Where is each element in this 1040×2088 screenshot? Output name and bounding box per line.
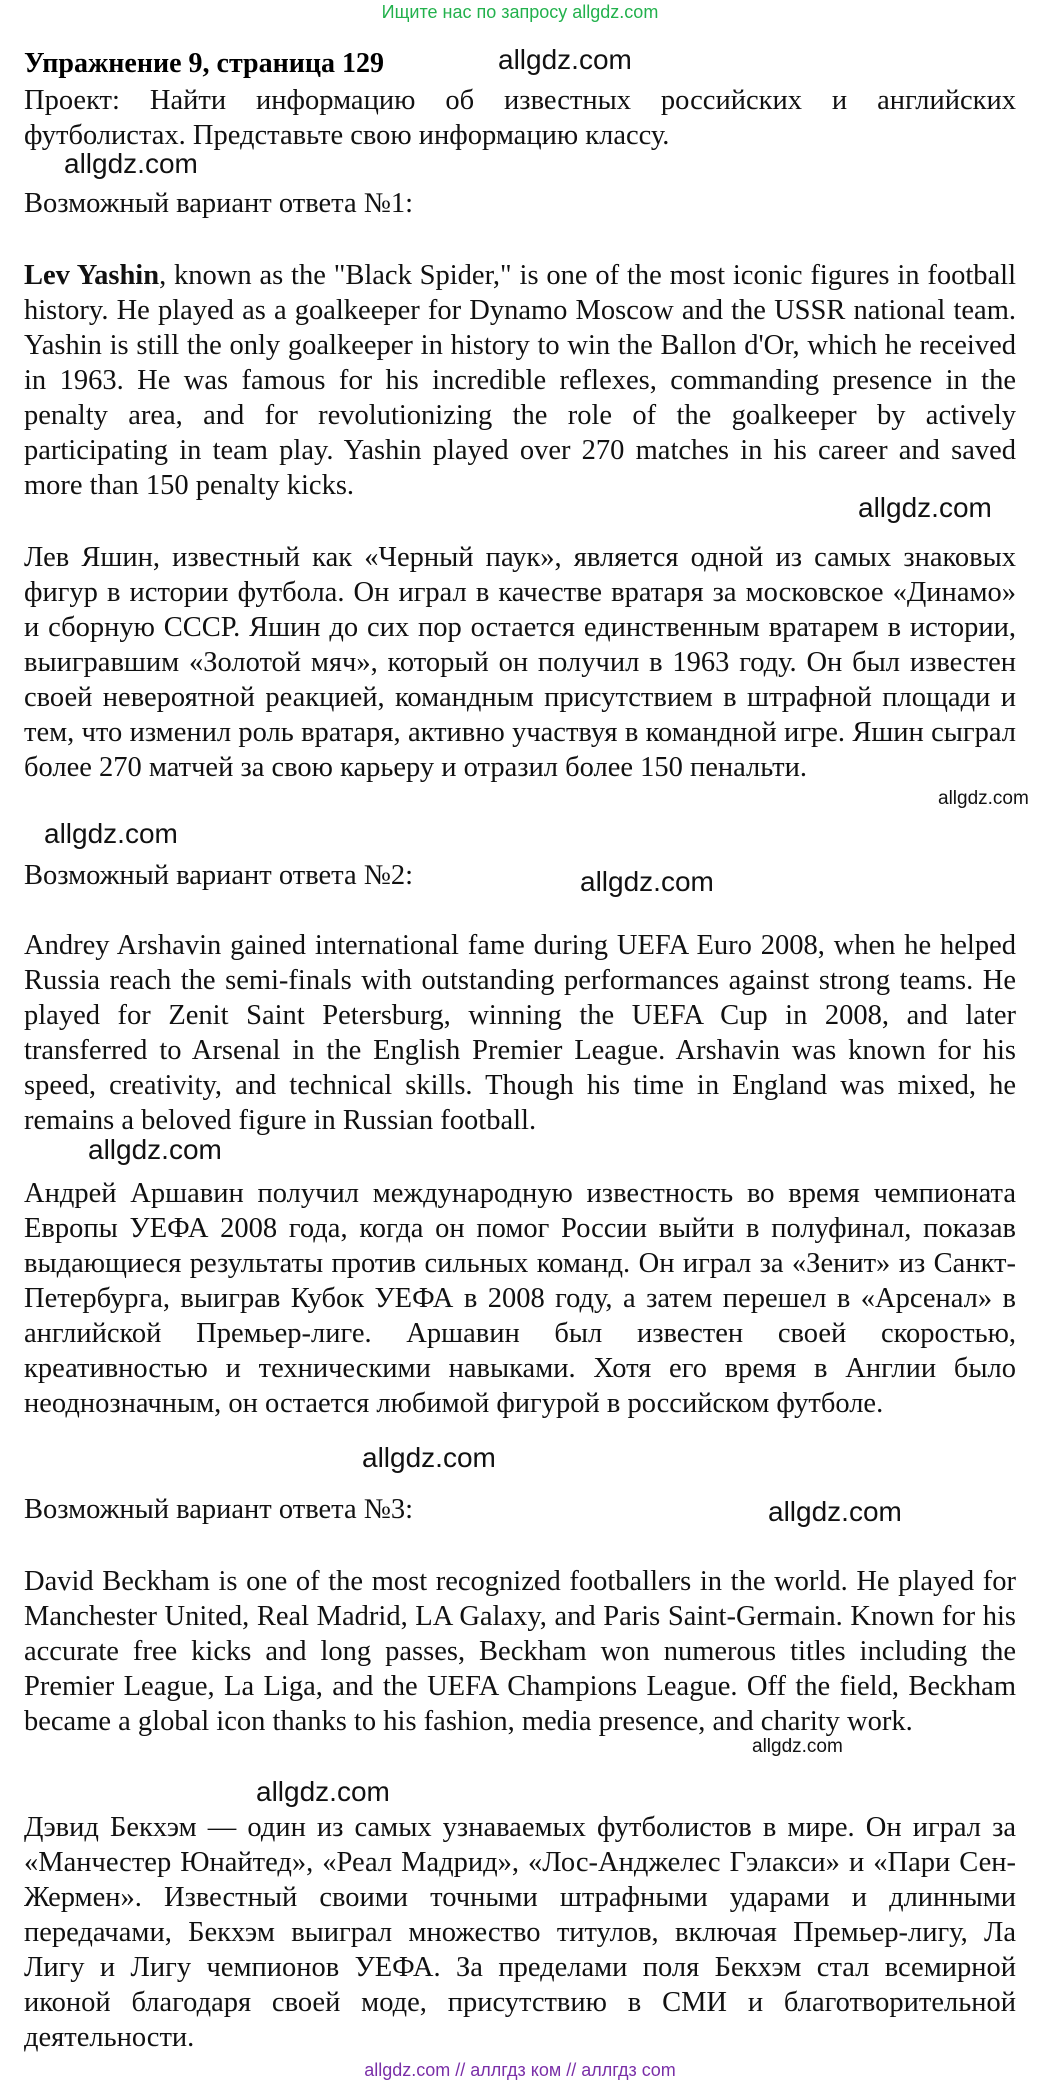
watermark: allgdz.com	[88, 1134, 222, 1165]
watermark: allgdz.com	[256, 1776, 390, 1807]
english-paragraph: , known as the "Black Spider," is one of the most iconic figures in football history. He played as a goalkeeper for Dynamo Moscow and the USSR national team. Yashin is still the only goalkeeper in history to win the Ballon d'Or, which he received in 1963. He was famous for his incredible reflexes, commanding presence in the penalty area, and for revolutionizing the role of the goalkeeper by actively participating in team play. Yashin played over 270 matches in his career and saved more than 150 penalty kicks.	[24, 260, 1016, 501]
watermark: allgdz.com	[498, 44, 632, 75]
variant-3-russian-text: Дэвид Бекхэм — один из самых узнаваемых футболистов в мире. Он играл за «Манчестер Юнайтед», «Реал Мадрид», «Лос-Анджелес Гэлакси» и «Пари Сен-Жермен». Известный своими точными штрафными ударами и длинными передачами, Бекхэм выиграл множество титулов, включая Премьер-лигу, Ла Лигу и Лигу чемпионов УЕФА. За пределами поля Бекхэм стал всемирной иконой благодаря своей моде, присутствию в СМИ и благотворительной деятельности.	[24, 1812, 1016, 2053]
watermark: allgdz.com	[858, 492, 992, 523]
watermark: allgdz.com	[768, 1496, 902, 1527]
variant-2-english-text: Andrey Arshavin gained international fame during UEFA Euro 2008, when he helped Russia reach the semi-finals with outstanding performances against strong teams. He played for Zenit Saint Petersburg, winning the UEFA Cup in 2008, and later transferred to Arsenal in the English Premier League. Arshavin was known for his speed, creativity, and technical skills. Though his time in England was mixed, he remains a beloved figure in Russian football.	[24, 930, 1016, 1136]
variant-3-label: Возможный вариант ответа №3:	[24, 1494, 414, 1525]
player-name: Lev Yashin	[24, 260, 160, 291]
variant-2-label: Возможный вариант ответа №2:	[24, 860, 414, 891]
variant-1-label: Возможный вариант ответа №1:	[24, 188, 414, 219]
variant-3-english-text: David Beckham is one of the most recognized footballers in the world. He played for Manchester United, Real Madrid, LA Galaxy, and Paris Saint-Germain. Known for his accurate free kicks and long passes, Beckham won numerous titles including the Premier League, La Liga, and the UEFA Champions League. Off the field, Beckham became a global icon thanks to his fashion, media presence, and charity work.	[24, 1566, 1016, 1737]
watermark: allgdz.com	[752, 1736, 843, 1757]
watermark: allgdz.com	[580, 866, 714, 897]
watermark: allgdz.com	[362, 1442, 496, 1473]
watermark: allgdz.com	[938, 788, 1029, 809]
watermark: allgdz.com	[64, 148, 198, 179]
exercise-title: Упражнение 9, страница 129	[24, 48, 385, 79]
variant-1-english-text	[24, 258, 1016, 503]
variant-1-russian-text: Лев Яшин, известный как «Черный паук», является одной из самых знаковых фигур в истории футбола. Он играл в качестве вратаря за московское «Динамо» и сборную СССР. Яшин до сих пор остается единственным вратарем в истории, выигравшим «Золотой мяч», который он получил в 1963 году. Он был известен своей невероятной реакцией, командным присутствием в штрафной площади и тем, что изменил роль вратаря, активно участвуя в командной игре. Яшин сыграл более 270 матчей за свою карьеру и отразил более 150 пенальти.	[24, 542, 1016, 783]
search-hint-banner: Ищите нас по запросу allgdz.com	[381, 2, 659, 22]
task-text: Проект: Найти информацию об известных российских и английских футболистах. Представьте свою информацию классу.	[24, 85, 1016, 151]
watermark: allgdz.com	[44, 818, 178, 849]
variant-2-russian-text: Андрей Аршавин получил международную известность во время чемпионата Европы УЕФА 2008 года, когда он помог России выйти в полуфинал, показав выдающиеся результаты против сильных команд. Он играл за «Зенит» из Санкт-Петербурга, выиграв Кубок УЕФА в 2008 году, а затем перешел в «Арсенал» в английской Премьер-лиге. Аршавин был известен своей скоростью, креативностью и техническими навыками. Хотя его время в Англии было неоднозначным, он остается любимой фигурой в российском футболе.	[24, 1178, 1016, 1419]
footer-links: allgdz.com // аллгдз ком // аллгдз com	[364, 2060, 676, 2080]
